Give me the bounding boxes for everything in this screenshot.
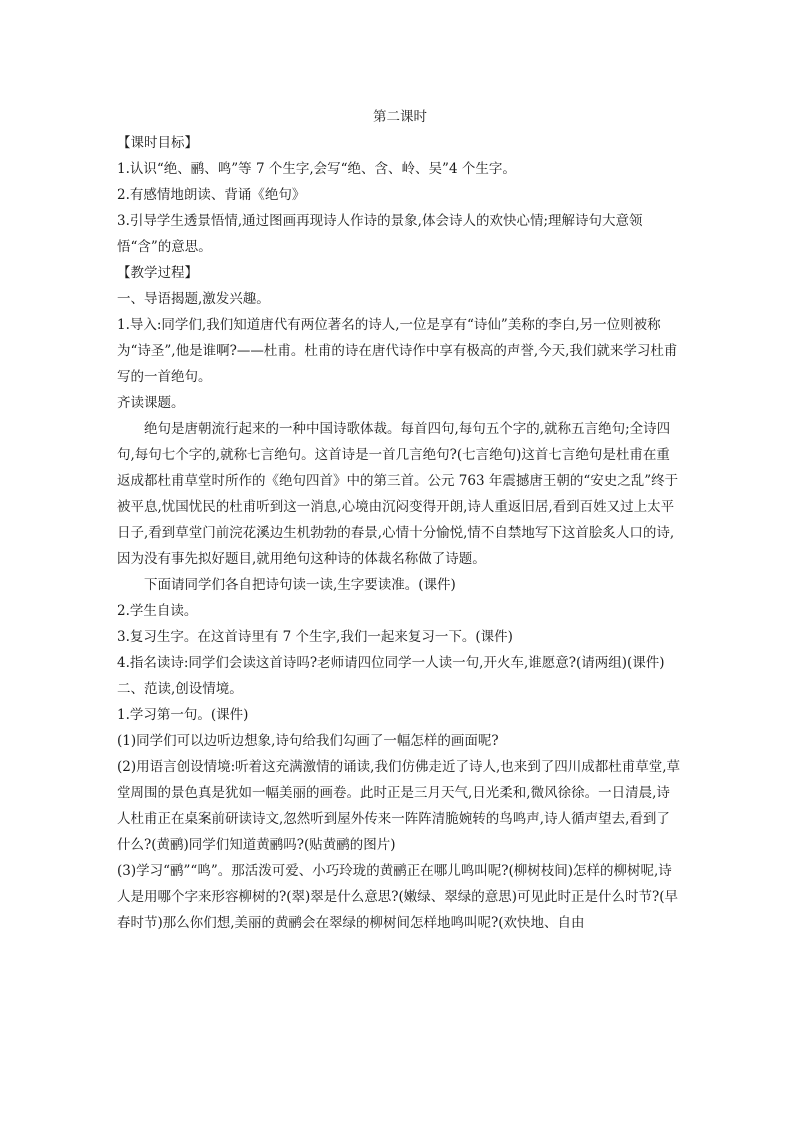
paragraph: 4.指名读诗:同学们会读这首诗吗?老师请四位同学一人读一句,开火车,谁愿意?(请两组)(课件) [117,655,665,671]
paragraph: 二、范读,创设情境。 [117,681,243,697]
paragraph: 下面请同学们各自把诗句读一读,生字要读准。(课件) [144,577,456,593]
paragraph: 1.导入:同学们,我们知道唐代有两位著名的诗人,一位是享有“诗仙”美称的李白,另一位则被称为“诗圣”,他是谁啊?——杜甫。杜甫的诗在唐代诗作中享有极高的声誉,今天,我们就来学习杜甫写的一首绝句。 [117,317,678,385]
paragraph: 【课时目标】 [117,135,198,151]
paragraph: 齐读课题。 [117,395,185,411]
paragraph: (3)学习“鹂”“鸣”。那活泼可爱、小巧玲珑的黄鹂正在哪儿鸣叫呢?(柳树枝间)怎样的柳树呢,诗人是用哪个字来形容柳树的?(翠)翠是什么意思?(嫩绿、翠绿的意思)可见此时正是什么时节?(早春时节)那么你们想,美丽的黄鹂会在翠绿的柳树间怎样地鸣叫呢?(欢快地、自由 [117,863,679,931]
paragraph: 2.学生自读。 [117,603,198,619]
paragraph: 3.复习生字。在这首诗里有 7 个生字,我们一起来复习一下。(课件) [117,629,513,645]
paragraph: 1.学习第一句。(课件) [117,707,249,723]
paragraph: 1.认识“绝、鹂、鸣”等 7 个生字,会写“绝、含、岭、吴”4 个生字。 [117,161,516,177]
paragraph: 【教学过程】 [117,265,198,281]
document-body [117,130,683,936]
paragraph: 2.有感情地朗读、背诵《绝句》 [117,187,306,203]
paragraph: 一、导语揭题,激发兴趣。 [117,291,270,307]
paragraph: 3.引导学生透景悟情,通过图画再现诗人作诗的景象,体会诗人的欢快心情;理解诗句大意领悟“含”的意思。 [117,213,643,255]
paragraph: (2)用语言创设情境:听着这充满激情的诵读,我们仿佛走近了诗人,也来到了四川成都杜甫草堂,草堂周围的景色真是犹如一幅美丽的画卷。此时正是三月天气,日光柔和,微风徐徐。一日清晨,诗人杜甫正在桌案前研读诗文,忽然听到屋外传来一阵阵清脆婉转的鸟鸣声,诗人循声望去,看到了什么?(黄鹂)同学们知道黄鹂吗?(贴黄鹂的图片) [117,759,681,853]
document-page [117,104,683,936]
paragraph: (1)同学们可以边听边想象,诗句给我们勾画了一幅怎样的画面呢? [117,733,499,749]
paragraph: 绝句是唐朝流行起来的一种中国诗歌体裁。每首四句,每句五个字的,就称五言绝句;全诗四句,每句七个字的,就称七言绝句。这首诗是一首几言绝句?(七言绝句)这首七言绝句是杜甫在重返成都杜甫草堂时所作的《绝句四首》中的第三首。公元 763 年震撼唐王朝的“安史之乱”终于被平息,忧国忧民的杜甫听到这一消息,心境由沉闷变得开朗,诗人重返旧居,看到百姓又过上太平日子,看到草堂门前浣花溪边生机勃勃的春景,心情十分愉悦,情不自禁地写下这首脍炙人口的诗,因为没有事先拟好题目,就用绝句这种诗的体裁名称做了诗题。 [117,421,679,567]
page-title: 第二课时 [373,109,427,125]
